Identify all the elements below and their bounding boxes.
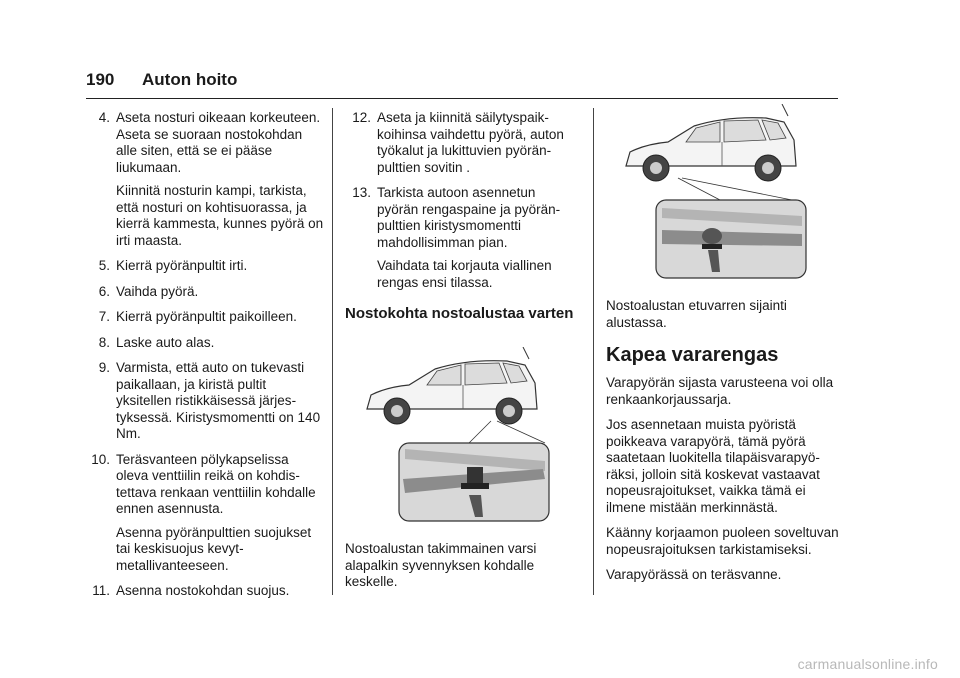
- step-item: [84, 110, 324, 249]
- step-item: [84, 360, 324, 443]
- step-text: Laske auto alas.: [116, 334, 215, 350]
- spare-wheel-heading: Kapea vararengas: [606, 344, 779, 366]
- step-item: [84, 335, 324, 352]
- step-number: 12.: [352, 110, 371, 125]
- header-rule: [86, 98, 838, 99]
- step-text: Tarkista autoon asennetun pyörän rengaspaine ja pyöränpulttien kiristysmomentti mahdollisimman pian.: [377, 185, 561, 250]
- step-number: 9.: [98, 360, 110, 375]
- column-divider: [332, 108, 333, 595]
- step-list-1: [84, 110, 324, 600]
- step-text: Kierrä pyöränpultit paikoilleen.: [116, 309, 297, 324]
- step-number: 7.: [98, 309, 110, 324]
- step-item: [345, 185, 580, 291]
- front-lift-point-illustration: [616, 104, 816, 294]
- step-item: [84, 452, 324, 575]
- step-number: 6.: [98, 283, 110, 299]
- step-text: Teräsvanteen pölykapselissa oleva venttiilin reikä on kohdistettava renkaan venttiilin kohdalle ennen asennusta.: [116, 451, 316, 516]
- section-title: Auton hoito: [142, 70, 238, 89]
- step-subtext: Kiinnitä nosturin kampi, tarkista, että nosturi on kohtisuorassa, ja kierrä kammesta, kunnes pyörä on irti maasta.: [116, 183, 324, 248]
- step-item: [84, 258, 324, 275]
- step-text: Aseta ja kiinnitä säilytyspaikkoihinsa vaihdettu pyörä, auton työkalut ja lukittuvien pyöränpulttien sovitin .: [377, 110, 564, 175]
- step-text: Vaihda pyörä.: [116, 283, 199, 299]
- page-header: [86, 68, 838, 98]
- step-number: 8.: [98, 334, 110, 350]
- step-number: 4.: [98, 110, 110, 125]
- paragraph: Varapyörässä on teräsvanne.: [606, 567, 782, 582]
- paragraph: Jos asennetaan muista pyöristä poikkeava varapyörä, tämä pyörä saatetaan luokitella tilapäisvarapyöräksi, jolloin sitä koskevat vastaavat nopeusrajoitukset, vaikka tämä ei ilmene mistään merkinnästä.: [606, 417, 820, 515]
- step-text: Varmista, että auto on tukevasti paikallaan, ja kiristä pultit yksitellen ristikkäisessä järjestyksessä. Kiristysmomentti on 140 Nm.: [116, 360, 321, 441]
- column-divider: [593, 108, 594, 595]
- step-list-2: [345, 110, 580, 291]
- column-3: [606, 110, 846, 593]
- step-item: [84, 309, 324, 326]
- step-text: Kierrä pyöränpultit irti.: [116, 258, 248, 273]
- page-number: 190: [86, 70, 115, 89]
- step-item: [345, 110, 580, 176]
- step-number: 13.: [352, 185, 371, 200]
- column-1: [84, 110, 324, 609]
- step-text: Aseta nosturi oikeaan korkeuteen. Aseta se suoraan nostokohdan alle siten, että se ei pääse liukumaan.: [116, 110, 321, 175]
- paragraph: Käänny korjaamon puoleen soveltuvan nopeusrajoituksen tarkistamiseksi.: [606, 525, 839, 557]
- rear-lift-point-illustration: [357, 347, 557, 537]
- figure-caption: Nostoalustan etuvarren sijainti alustassa.: [606, 298, 787, 330]
- step-number: 10.: [91, 451, 110, 467]
- step-subtext: Vaihdata tai korjauta viallinen rengas ensi tilassa.: [377, 258, 552, 290]
- figure-caption: Nostoalustan takimmainen varsi alapalkin syvennyksen kohdalle keskelle.: [345, 541, 537, 589]
- step-text: Asenna nostokohdan suojus.: [116, 583, 290, 598]
- car-lift-diagram: [616, 104, 816, 294]
- step-subtext: Asenna pyöränpulttien suojukset tai keskisuojus kevytmetallivanteeseen.: [116, 524, 312, 573]
- step-item: [84, 583, 324, 600]
- column-2: [345, 110, 580, 600]
- step-number: 11.: [92, 583, 110, 598]
- paragraph: Varapyörän sijasta varusteena voi olla renkaankorjaussarja.: [606, 375, 834, 407]
- step-number: 5.: [98, 258, 110, 273]
- watermark[interactable]: carmanualsonline.info: [797, 656, 938, 672]
- car-lift-diagram: [357, 347, 557, 537]
- lift-point-heading: Nostokohta nostoalustaa varten: [345, 305, 574, 322]
- step-item: [84, 284, 324, 301]
